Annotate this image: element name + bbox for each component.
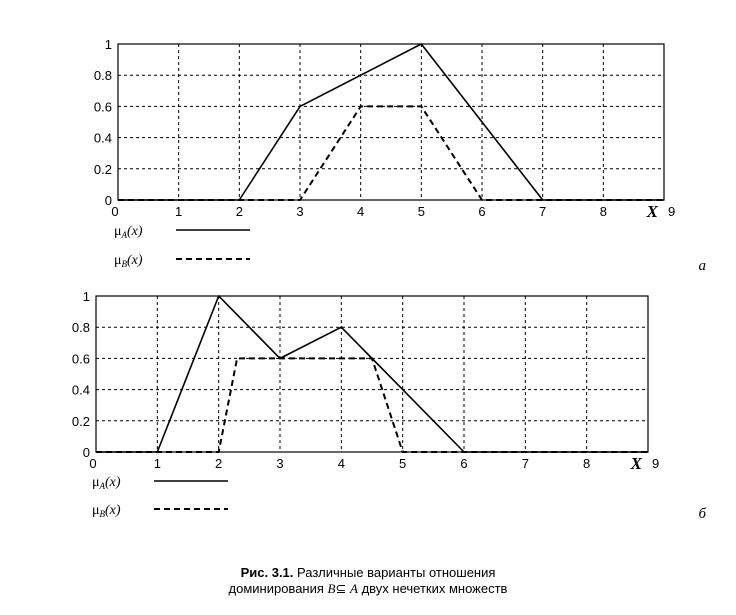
legend-mu-symbol: μ xyxy=(92,503,100,518)
figure-caption xyxy=(0,565,736,597)
caption-subset-symbol: ⊆ xyxy=(335,581,347,596)
y-tick-label: 0.8 xyxy=(71,320,90,336)
x-tick-label: 2 xyxy=(235,204,243,219)
caption-text-1: Различные варианты отношения xyxy=(297,565,496,580)
x-tick-label: 1 xyxy=(175,204,183,219)
x-tick-label: 9 xyxy=(668,204,676,219)
legend-argument: (x) xyxy=(127,224,143,239)
x-tick-label: 8 xyxy=(599,204,607,219)
y-tick-label: 0.8 xyxy=(93,68,112,84)
legend-mu-symbol: μ xyxy=(114,224,122,239)
legend-set-subscript: A xyxy=(121,230,128,240)
plot-frame xyxy=(118,44,664,200)
x-axis-label: X xyxy=(646,202,658,221)
series-mu-b-line xyxy=(118,106,664,200)
y-tick-label: 1 xyxy=(82,289,90,304)
x-tick-label: 0 xyxy=(111,204,119,219)
caption-text-3: двух нечетких множеств xyxy=(361,581,508,596)
y-tick-label: 0.4 xyxy=(71,382,90,398)
x-tick-label: 0 xyxy=(89,456,97,471)
y-tick-label: 0 xyxy=(104,193,112,208)
legend-label-mu-a xyxy=(92,475,121,491)
caption-figure-number: Рис. 3.1. xyxy=(240,565,294,580)
y-tick-label: 0.4 xyxy=(93,130,112,146)
chart-panel-b xyxy=(72,289,707,522)
legend-label-mu-a xyxy=(114,224,143,240)
legend-set-subscript: B xyxy=(121,259,128,269)
x-tick-label: 3 xyxy=(276,456,284,471)
caption-set-a: A xyxy=(350,581,358,596)
legend-set-subscript: A xyxy=(99,481,106,491)
panel-label: а xyxy=(698,258,706,274)
legend-mu-symbol: μ xyxy=(114,253,122,268)
x-tick-label: 4 xyxy=(357,204,365,219)
x-tick-label: 9 xyxy=(652,456,660,471)
y-tick-label: 0 xyxy=(82,445,90,460)
caption-text-2: доминирования xyxy=(228,581,324,596)
plot-frame xyxy=(96,296,648,452)
series-mu-b-line xyxy=(96,358,648,452)
x-tick-label: 4 xyxy=(337,456,345,471)
legend-label-mu-b xyxy=(92,503,121,519)
x-tick-label: 6 xyxy=(460,456,468,471)
caption-line-1 xyxy=(0,565,736,581)
x-tick-label: 6 xyxy=(478,204,486,219)
x-axis-label: X xyxy=(630,454,642,473)
y-tick-label: 0.2 xyxy=(71,413,90,429)
y-tick-label: 0.6 xyxy=(71,351,90,367)
y-tick-label: 0.6 xyxy=(93,99,112,115)
panel-label: б xyxy=(698,506,706,522)
legend-set-subscript: B xyxy=(99,509,106,519)
chart-panel-a xyxy=(94,37,706,274)
legend-mu-symbol: μ xyxy=(92,475,100,490)
caption-line-2 xyxy=(0,581,736,597)
x-tick-label: 5 xyxy=(399,456,407,471)
x-tick-label: 8 xyxy=(583,456,591,471)
legend-argument: (x) xyxy=(127,253,143,268)
caption-set-b: B xyxy=(327,581,336,596)
y-tick-label: 0.2 xyxy=(93,161,112,177)
series-mu-a-line xyxy=(96,296,648,452)
x-tick-label: 1 xyxy=(153,456,161,471)
x-tick-label: 7 xyxy=(521,456,529,471)
y-tick-label: 1 xyxy=(104,37,112,52)
x-tick-label: 3 xyxy=(296,204,304,219)
x-tick-label: 2 xyxy=(215,456,223,471)
legend-label-mu-b xyxy=(114,253,143,269)
x-tick-label: 5 xyxy=(417,204,425,219)
x-tick-label: 7 xyxy=(539,204,547,219)
legend-argument: (x) xyxy=(105,475,121,490)
series-mu-a-line xyxy=(118,44,664,200)
legend-argument: (x) xyxy=(105,503,121,518)
